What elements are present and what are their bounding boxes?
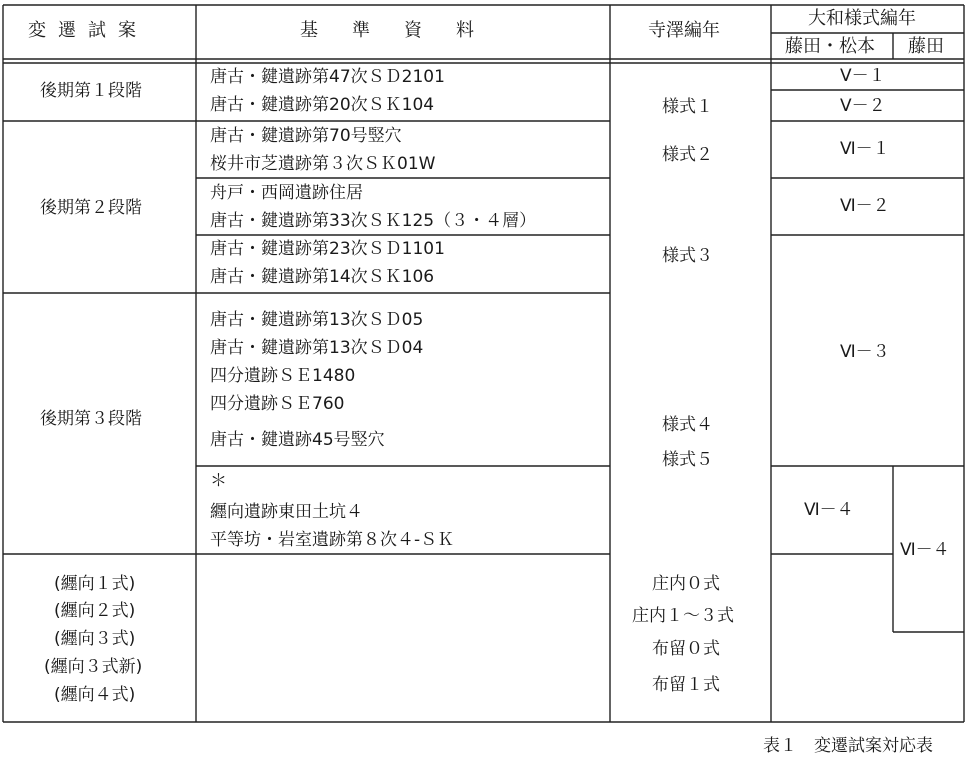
stage-late-3: 後期第３段階	[40, 409, 142, 429]
header-fujita: 藤田	[908, 36, 944, 57]
yamato-vi-4-fujita: Ⅵ－４	[900, 540, 950, 560]
header-yamato-chronology: 大和様式編年	[808, 8, 916, 29]
material-row: 桜井市芝遺跡第３次ＳＫ01W	[210, 154, 436, 174]
terasawa-style-1: 様式１	[662, 97, 713, 117]
header-reference-materials: 基準資料	[300, 20, 508, 41]
terasawa-style-4: 様式４	[662, 415, 713, 435]
material-row: 唐古・鍵遺跡第23次ＳＤ1101	[210, 239, 445, 259]
makimuku-3-new: (纒向３式新)	[44, 657, 143, 677]
material-row: 唐古・鍵遺跡第20次ＳＫ104	[210, 95, 435, 115]
material-row: 唐古・鍵遺跡第70号竪穴	[210, 126, 402, 146]
table-caption: 表１ 変遷試案対応表	[763, 736, 933, 756]
yamato-vi-4-fujita-matsumoto: Ⅵ－４	[804, 500, 854, 520]
material-row: 唐古・鍵遺跡第47次ＳＤ2101	[210, 67, 445, 87]
yamato-vi-3: Ⅵ－３	[840, 342, 890, 362]
yamato-vi-1: Ⅵ－１	[840, 139, 890, 159]
terasawa-shonai-0: 庄内０式	[652, 574, 720, 594]
material-row: 纒向遺跡東田土坑４	[210, 502, 363, 522]
terasawa-furu-1: 布留１式	[652, 675, 720, 695]
material-row: 唐古・鍵遺跡第13次ＳＤ04	[210, 338, 424, 358]
material-row: 唐古・鍵遺跡第14次ＳＫ106	[210, 267, 435, 287]
stage-late-1: 後期第１段階	[40, 81, 142, 101]
material-row: 唐古・鍵遺跡第33次ＳＫ125（３・４層）	[210, 211, 537, 231]
makimuku-2: (纒向２式)	[54, 601, 136, 621]
asterisk-mark: ＊	[210, 471, 227, 491]
material-row: 唐古・鍵遺跡第13次ＳＤ05	[210, 310, 424, 330]
header-stage-proposal: 変遷試案	[28, 20, 148, 41]
yamato-v-1: Ⅴ－１	[840, 66, 886, 86]
material-row: 舟戸・西岡遺跡住居	[210, 183, 363, 203]
header-fujita-matsumoto: 藤田・松本	[785, 36, 875, 57]
terasawa-style-5: 様式５	[662, 450, 713, 470]
terasawa-style-2: 様式２	[662, 145, 713, 165]
material-row: 唐古・鍵遺跡45号竪穴	[210, 430, 385, 450]
terasawa-furu-0: 布留０式	[652, 639, 720, 659]
terasawa-shonai-1-3: 庄内１～３式	[632, 606, 734, 626]
yamato-v-2: Ⅴ－２	[840, 96, 886, 116]
stage-late-2: 後期第２段階	[40, 198, 142, 218]
material-row: 平等坊・岩室遺跡第８次４-ＳＫ	[210, 530, 455, 550]
terasawa-style-3: 様式３	[662, 246, 713, 266]
makimuku-3: (纒向３式)	[54, 629, 136, 649]
header-terasawa-chronology: 寺澤編年	[648, 20, 720, 41]
material-row: 四分遺跡ＳＥ1480	[210, 366, 356, 386]
makimuku-4: (纒向４式)	[54, 685, 136, 705]
makimuku-1: (纒向１式)	[54, 574, 136, 594]
yamato-vi-2: Ⅵ－２	[840, 196, 890, 216]
material-row: 四分遺跡ＳＥ760	[210, 394, 345, 414]
